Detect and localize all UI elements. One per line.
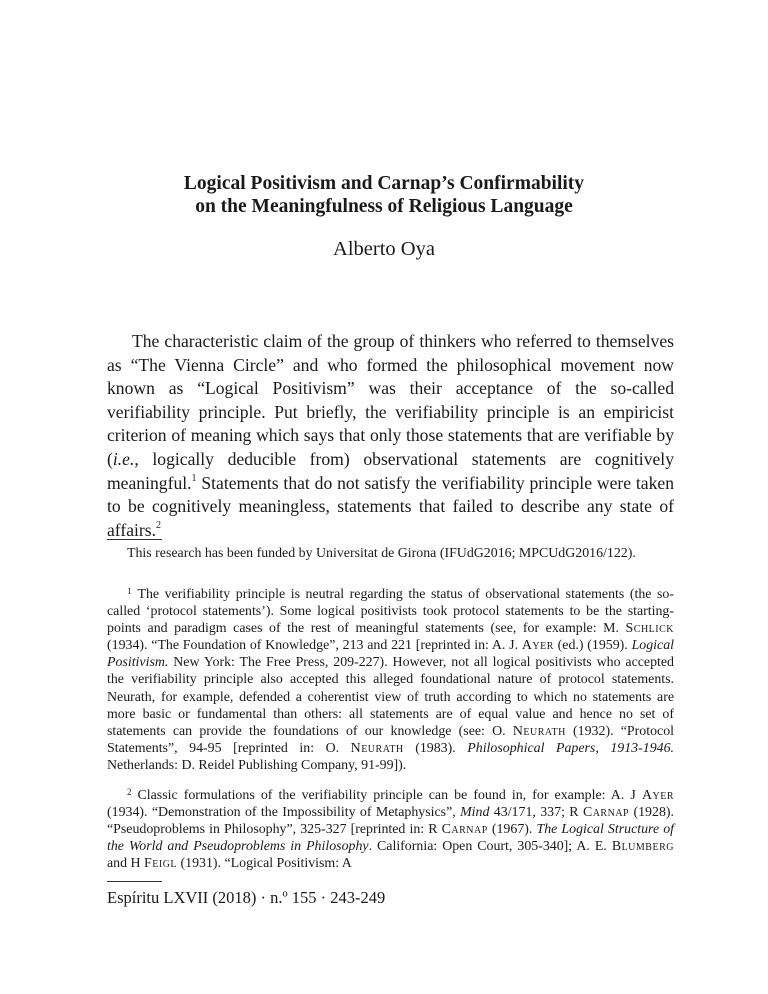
footnote-1-text-f: (1983). xyxy=(403,740,468,756)
author-neurath: Neurath xyxy=(350,740,404,756)
body-ie: i.e. xyxy=(112,448,135,469)
footnote-1 xyxy=(107,586,674,774)
body-text-2: , logically deducible from) observational statements are cognitively meaningful. xyxy=(107,448,674,493)
footnote-ref-1[interactable]: 1 xyxy=(191,472,197,484)
footnote-2-text-f: . California: Open Court, 305-340]; A. E. xyxy=(368,839,612,855)
footnote-funding: This research has been funded by Universitat de Girona (IFUdG2016; MPCUdG2016/122). xyxy=(127,546,636,561)
author-carnap: Carnap xyxy=(582,805,630,821)
author-carnap: Carnap xyxy=(441,822,488,838)
author-schlick: Schlick xyxy=(625,621,674,637)
footnote-1-text-a: The verifiability principle is neutral regarding the status of observational statements (the so-called ‘protocol statements’). Some logical positivists took protocol statements to be the starting-points and paradigm cases of the rest of meaningful statements (see, for example: M. xyxy=(107,587,674,637)
author-blumberg: Blumberg xyxy=(611,839,674,855)
footnote-2-text-c: 43/171, 337; R xyxy=(489,805,583,821)
footnote-2-text-b: (1934). “Demonstration of the Impossibility of Metaphysics”, xyxy=(107,805,461,821)
body-text-3: Statements that do not satisfy the verifiability principle were taken to be cognitively meaningless, statements that failed to describe any state of affairs. xyxy=(107,472,674,540)
body-text-1: The characteristic claim of the group of thinkers who referred to themselves as “The Vienna Circle” and who formed the philosophical movement now known as “Logical Positivism” was their acceptance of the so-called verifiability principle. Put briefly, the verifiability principle is an empiricist criterion of meaning which says that only those statements that are verifiable by ( xyxy=(107,331,674,469)
author-feigl: Feigl xyxy=(144,856,178,872)
footnote-separator xyxy=(107,539,162,540)
author-ayer: Ayer xyxy=(521,638,554,654)
book-philosophical-papers: Philosophical Papers, 1913-1946. xyxy=(467,740,675,756)
body-paragraph xyxy=(107,330,674,542)
footnote-2-text-h: (1931). “Logical Positivism: A xyxy=(177,856,352,872)
footnote-1-text-e: (1932). “Protocol Statements”, 94-95 [reprinted in: O. xyxy=(107,723,675,756)
book-logical-positivism: Logical Positivism. xyxy=(107,638,675,671)
title-line-2: on the Meaningfulness of Religious Language xyxy=(195,196,573,217)
footnote-2-text-a: Classic formulations of the verifiability principle can be found in, for example: A. J xyxy=(137,788,642,803)
footnote-1-text-d: New York: The Free Press, 209-227). However, not all logical positivists who accepted the verifiability principle also accepted this alleged foundational nature of protocol statements. Neurath, for example, defended a coherentist view of truth according to which no statements are more basic or fundamental than others: all statements are of equal value and hence no set of statements can provide the foundations of our knowledge (see: O. xyxy=(107,655,674,739)
footer-separator xyxy=(107,881,162,882)
footnote-1-text-b: (1934). “The Foundation of Knowledge”, 213 and 221 [reprinted in: A. J. xyxy=(107,638,522,654)
footnote-2-number: 2 xyxy=(127,787,132,797)
title-line-1: Logical Positivism and Carnap’s Confirmability xyxy=(183,173,585,194)
footnote-1-text-c: (ed.) (1959). xyxy=(553,638,632,654)
footnote-1-number: 1 xyxy=(127,586,132,596)
book-logical-structure: The Logical Structure of the World and Pseudoproblems in Philosophy xyxy=(107,822,675,855)
journal-footer: Espíritu LXVII (2018) · n.º 155 · 243-249 xyxy=(107,888,386,907)
author-ayer: Ayer xyxy=(641,788,674,803)
author-name: Alberto Oya xyxy=(333,238,435,260)
footnote-1-text-g: Netherlands: D. Reidel Publishing Company, 91-99]). xyxy=(107,757,407,773)
article-title xyxy=(100,172,668,218)
journal-mind: Mind xyxy=(460,805,490,821)
footnote-2-text-d: (1928). “Pseudoproblems in Philosophy”, 325-327 [reprinted in: R xyxy=(107,805,674,838)
footnote-2 xyxy=(107,787,674,872)
author-neurath: Neurath xyxy=(512,723,566,739)
footnote-2-text-e: (1967). xyxy=(487,822,537,838)
footnote-ref-2[interactable]: 2 xyxy=(156,519,162,531)
footnote-2-text-g: and H xyxy=(107,856,145,872)
